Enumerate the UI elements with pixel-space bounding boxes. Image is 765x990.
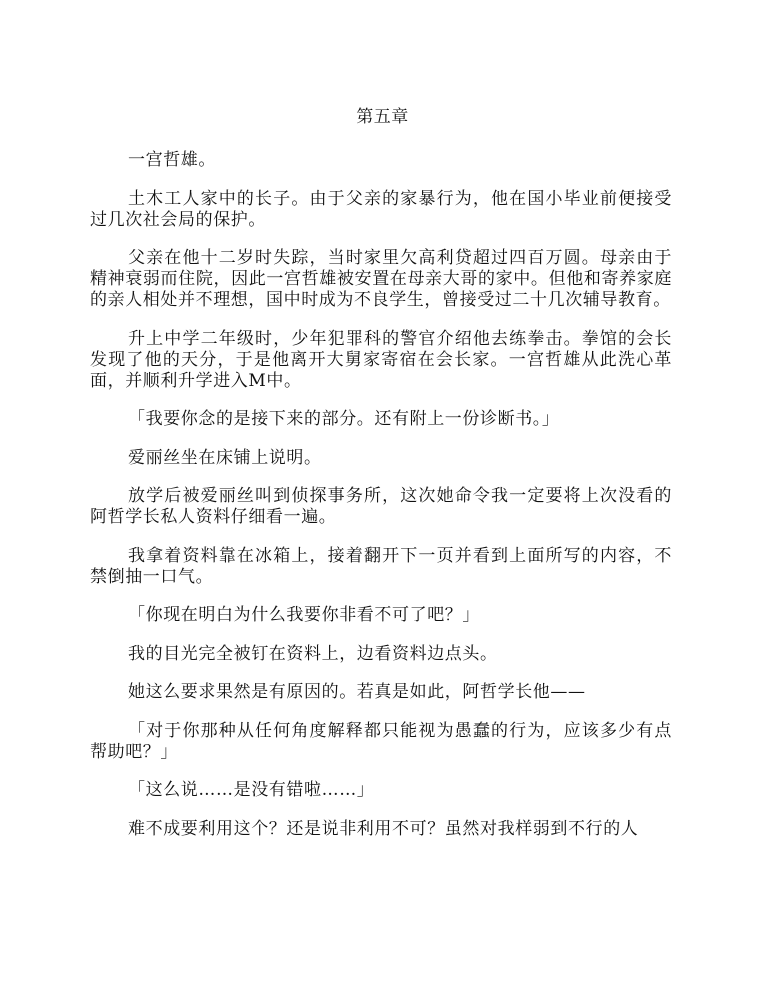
paragraph: 一宫哲雄。 [128, 150, 216, 170]
paragraph: 我拿着资料靠在冰箱上，接着翻开下一页并看到上面所写的内容，不禁倒抽一口气。 [90, 545, 672, 587]
paragraph: 「我要你念的是接下来的部分。还有附上一份诊断书。」 [128, 409, 560, 429]
paragraph: 升上中学二年级时，少年犯罪科的警官介绍他去练拳击。拳馆的会长发现了他的天分，于是他离开大舅家寄宿在会长家。一宫哲雄从此洗心革面，并顺利升学进入M中。 [90, 328, 672, 391]
paragraph: 「你现在明白为什么我要你非看不可了吧？」 [128, 605, 480, 625]
chapter-body [90, 150, 672, 857]
paragraph: 「对于你那种从任何角度解释都只能视为愚蠢的行为，应该多少有点帮助吧？」 [90, 720, 672, 762]
paragraph: 难不成要利用这个？还是说非利用不可？虽然对我样弱到不行的人 [128, 818, 639, 839]
chapter-title: 第五章 [356, 107, 409, 127]
paragraph: 土木工人家中的长子。由于父亲的家暴行为，他在国小毕业前便接受过几次社会局的保护。 [90, 188, 672, 230]
paragraph: 爱丽丝坐在床铺上说明。 [128, 447, 322, 468]
paragraph: 她这么要求果然是有原因的。若真是如此，阿哲学长他—— [128, 682, 586, 702]
paragraph: 我的目光完全被钉在资料上，边看资料边点头。 [128, 643, 498, 664]
paragraph: 放学后被爱丽丝叫到侦探事务所，这次她命令我一定要将上次没看的阿哲学长私人资料仔细看一遍。 [90, 486, 672, 527]
paragraph: 「这么说……是没有错啦……」 [128, 780, 375, 800]
paragraph: 父亲在他十二岁时失踪，当时家里欠高利贷超过四百万圆。母亲由于精神衰弱而住院，因此一宫哲雄被安置在母亲大哥的家中。但他和寄养家庭的亲人相处并不理想，国中时成为不良学生，曾接受过二十几次辅导教育。 [90, 248, 672, 310]
